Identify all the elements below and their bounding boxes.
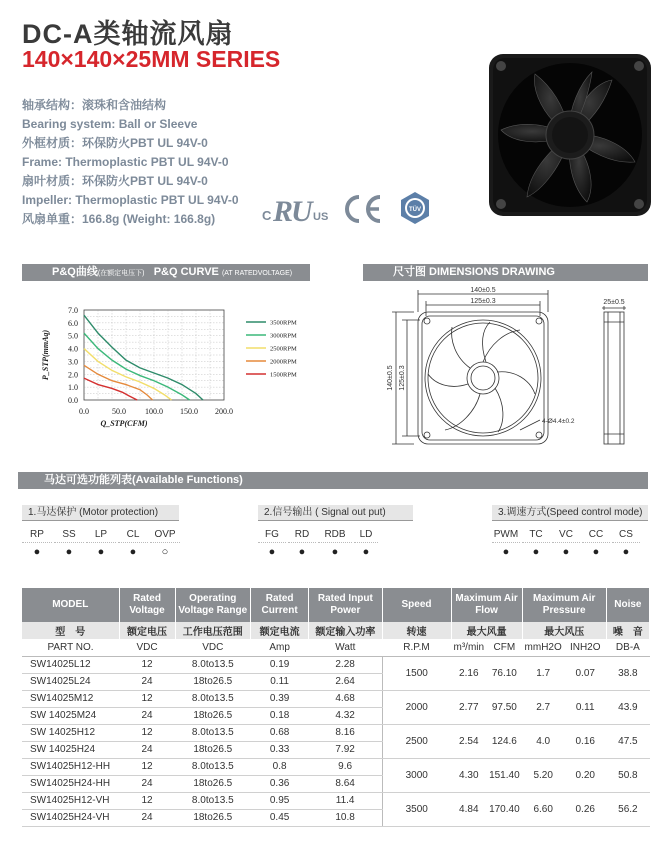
func-fg-mark: ● <box>268 546 276 558</box>
noise-cell: 50.8 <box>606 758 649 792</box>
table-row <box>22 656 650 673</box>
func-rdb-mark: ● <box>331 546 339 558</box>
current-cell: 0.95 <box>251 792 309 809</box>
header-cn-airflow: 最大风量 <box>451 622 522 639</box>
current-cell: 0.18 <box>251 707 309 724</box>
range-cell: 18to26.5 <box>175 741 250 758</box>
func-tc-mark: ● <box>532 546 540 558</box>
spec-impeller-en: Impeller: Thermoplastic PBT UL 94V-0 <box>22 193 239 207</box>
range-cell: 18to26.5 <box>175 707 250 724</box>
speed-control-group <box>492 505 648 561</box>
pressure-in-cell: 0.07 <box>564 656 606 690</box>
func-lp-label: LP <box>86 527 116 543</box>
model-cell: SW14025M12 <box>22 690 119 707</box>
spec-frame-cn: 外框材质：环保防火PBT UL 94V-0 <box>22 136 208 150</box>
x-tick-label: 50.0 <box>112 407 126 416</box>
y-tick-label: 2.0 <box>68 370 78 380</box>
power-cell: 11.4 <box>309 792 382 809</box>
voltage-cell: 12 <box>119 724 175 741</box>
ul-c-text: C <box>262 208 272 223</box>
pq-title-en-small: (AT RATEDVOLTAGE) <box>221 270 293 277</box>
ce-cert-icon <box>342 192 384 226</box>
pq-title-cn: P&Q曲线 <box>52 266 98 278</box>
dimensions-drawing <box>380 282 650 452</box>
voltage-cell: 12 <box>119 792 175 809</box>
unit-m3min: m³/min <box>451 639 487 656</box>
airflow-m3-cell: 4.30 <box>451 758 487 792</box>
airflow-m3-cell: 2.16 <box>451 656 487 690</box>
airflow-cfm-cell: 76.10 <box>487 656 523 690</box>
pressure-in-cell: 0.11 <box>564 690 606 724</box>
unit-watt: Watt <box>309 639 382 656</box>
page-title-cn: DC-A类轴流风扇 <box>22 19 234 49</box>
power-cell: 8.16 <box>309 724 382 741</box>
func-cs-mark: ● <box>622 546 630 558</box>
voltage-cell: 12 <box>119 690 175 707</box>
spec-frame-en: Frame: Thermoplastic PBT UL 94V-0 <box>22 155 229 169</box>
signal-output-title: 2.信号输出 ( Signal out put) <box>258 505 413 521</box>
dim-outer-width: 140±0.5 <box>470 287 496 294</box>
pressure-in-cell: 0.16 <box>564 724 606 758</box>
func-ss-label: SS <box>54 527 84 543</box>
dim-hole-spacing-height: 125±0.3 <box>399 365 406 391</box>
tuv-cert-icon <box>398 191 432 225</box>
functions-section-title: 马达可选功能列表(Available Functions) <box>18 472 648 489</box>
unit-inh2o: INH2O <box>564 639 606 656</box>
legend-label: 1500RPM <box>270 371 297 379</box>
model-cell: SW 14025H12 <box>22 724 119 741</box>
airflow-cfm-cell: 97.50 <box>487 690 523 724</box>
y-tick-label: 1.0 <box>68 383 78 393</box>
pq-section-divider <box>22 280 310 281</box>
func-rp-mark: ● <box>33 546 41 558</box>
power-cell: 8.64 <box>309 775 382 792</box>
header-rated-current: Rated Current <box>251 588 309 622</box>
power-cell: 9.6 <box>309 758 382 775</box>
model-cell: SW14025H12-HH <box>22 758 119 775</box>
header-cn-voltage: 额定电压 <box>119 622 175 639</box>
svg-text:U: U <box>291 195 313 226</box>
pq-curve-chart <box>22 288 322 438</box>
airflow-cfm-cell: 124.6 <box>487 724 523 758</box>
func-ld-label: LD <box>354 527 378 543</box>
header-cn-current: 额定电流 <box>251 622 309 639</box>
header-cn-model: 型 号 <box>22 622 119 639</box>
y-axis-label: P_STP(mmAq) <box>41 329 50 381</box>
pressure-in-cell: 0.20 <box>564 758 606 792</box>
pressure-mm-cell: 4.0 <box>522 724 564 758</box>
x-axis-label: Q_STP(CFM) <box>100 419 148 428</box>
model-cell: SW 14025M24 <box>22 707 119 724</box>
func-rd-mark: ● <box>298 546 306 558</box>
noise-cell: 38.8 <box>606 656 649 690</box>
spec-bearing-en: Bearing system: Ball or Sleeve <box>22 117 198 131</box>
range-cell: 18to26.5 <box>175 775 250 792</box>
model-cell: SW14025L24 <box>22 673 119 690</box>
x-tick-label: 150.0 <box>180 407 198 416</box>
pressure-mm-cell: 1.7 <box>522 656 564 690</box>
voltage-cell: 12 <box>119 656 175 673</box>
func-pwm-label: PWM <box>492 527 520 543</box>
func-cc-label: CC <box>582 527 610 543</box>
func-cl-label: CL <box>118 527 148 543</box>
power-cell: 7.92 <box>309 741 382 758</box>
x-tick-label: 200.0 <box>215 407 233 416</box>
table-row <box>22 758 650 775</box>
unit-amp: Amp <box>251 639 309 656</box>
y-tick-label: 5.0 <box>68 331 78 341</box>
header-model: MODEL <box>22 588 119 622</box>
power-cell: 10.8 <box>309 809 382 826</box>
noise-cell: 43.9 <box>606 690 649 724</box>
voltage-cell: 24 <box>119 673 175 690</box>
svg-text:R: R <box>273 195 294 226</box>
y-tick-label: 4.0 <box>68 344 78 354</box>
table-row <box>22 792 650 809</box>
model-cell: SW 14025H24 <box>22 741 119 758</box>
motor-protection-title: 1.马达保护 (Motor protection) <box>22 505 179 521</box>
func-pwm-mark: ● <box>502 546 510 558</box>
func-rdb-label: RDB <box>318 527 352 543</box>
func-cl-mark: ● <box>129 546 137 558</box>
ul-us-text: US <box>313 211 329 223</box>
current-cell: 0.19 <box>251 656 309 673</box>
range-cell: 8.0to13.5 <box>175 690 250 707</box>
voltage-cell: 24 <box>119 775 175 792</box>
header-rated-voltage: Rated Voltage <box>119 588 175 622</box>
func-tc-label: TC <box>522 527 550 543</box>
func-ovp-label: OVP <box>150 527 180 543</box>
range-cell: 18to26.5 <box>175 673 250 690</box>
voltage-cell: 12 <box>119 758 175 775</box>
func-lp-mark: ● <box>97 546 105 558</box>
model-cell: SW14025H12-VH <box>22 792 119 809</box>
range-cell: 8.0to13.5 <box>175 724 250 741</box>
legend-label: 2000RPM <box>270 358 297 366</box>
func-rp-label: RP <box>22 527 52 543</box>
header-air-pressure: Maximum Air Pressure <box>522 588 606 622</box>
pq-curve-section-title <box>22 264 310 280</box>
range-cell: 8.0to13.5 <box>175 656 250 673</box>
airflow-m3-cell: 4.84 <box>451 792 487 826</box>
range-cell: 8.0to13.5 <box>175 758 250 775</box>
legend-label: 3500RPM <box>270 319 297 327</box>
speed-cell: 3000 <box>382 758 451 792</box>
spec-weight: 风扇单重：166.8g (Weight: 166.8g) <box>22 212 216 226</box>
speed-cell: 1500 <box>382 656 451 690</box>
func-ld-mark: ● <box>362 546 370 558</box>
header-air-flow: Maximum Air Flow <box>451 588 522 622</box>
airflow-m3-cell: 2.54 <box>451 724 487 758</box>
header-cn-speed: 转速 <box>382 622 451 639</box>
model-cell: SW14025H24-VH <box>22 809 119 826</box>
x-tick-label: 100.0 <box>145 407 163 416</box>
speed-cell: 3500 <box>382 792 451 826</box>
model-cell: SW14025L12 <box>22 656 119 673</box>
voltage-cell: 24 <box>119 809 175 826</box>
header-speed: Speed <box>382 588 451 622</box>
pq-title-en: P&Q CURVE <box>153 266 219 278</box>
header-input-power: Rated Input Power <box>309 588 382 622</box>
header-noise: Noise <box>606 588 649 622</box>
dimensions-section-title: 尺寸图 DIMENSIONS DRAWING <box>363 264 648 280</box>
airflow-cfm-cell: 170.40 <box>487 792 523 826</box>
func-ovp-mark: ○ <box>161 546 169 558</box>
legend-label: 3000RPM <box>270 332 297 340</box>
unit-mmh2o: mmH2O <box>522 639 564 656</box>
pressure-in-cell: 0.26 <box>564 792 606 826</box>
unit-dba: DB-A <box>606 639 649 656</box>
voltage-cell: 24 <box>119 707 175 724</box>
current-cell: 0.45 <box>251 809 309 826</box>
y-tick-label: 3.0 <box>68 357 78 367</box>
signal-output-group <box>258 505 413 561</box>
func-cs-label: CS <box>612 527 640 543</box>
dim-hole-spacing-width: 125±0.3 <box>470 298 496 305</box>
pressure-mm-cell: 5.20 <box>522 758 564 792</box>
func-rd-label: RD <box>288 527 316 543</box>
ul-cert-icon <box>262 194 332 226</box>
unit-cfm: CFM <box>487 639 523 656</box>
current-cell: 0.33 <box>251 741 309 758</box>
voltage-cell: 24 <box>119 741 175 758</box>
current-cell: 0.36 <box>251 775 309 792</box>
spec-impeller-cn: 扇叶材质：环保防火PBT UL 94V-0 <box>22 174 208 188</box>
airflow-cfm-cell: 151.40 <box>487 758 523 792</box>
pq-title-cn-small: (在额定电压下) <box>97 270 145 277</box>
unit-vdc-range: VDC <box>175 639 250 656</box>
header-operating-range: Operating Voltage Range <box>175 588 250 622</box>
pressure-mm-cell: 6.60 <box>522 792 564 826</box>
tuv-text: TÜV <box>409 207 421 213</box>
func-vc-label: VC <box>552 527 580 543</box>
dim-outer-height: 140±0.5 <box>387 365 394 391</box>
power-cell: 4.68 <box>309 690 382 707</box>
current-cell: 0.68 <box>251 724 309 741</box>
table-row <box>22 690 650 707</box>
unit-rpm: R.P.M <box>382 639 451 656</box>
noise-cell: 56.2 <box>606 792 649 826</box>
current-cell: 0.11 <box>251 673 309 690</box>
legend-label: 2500RPM <box>270 345 297 353</box>
page-title-en: 140×140×25MM SERIES <box>22 46 281 72</box>
y-tick-label: 0.0 <box>68 396 78 405</box>
range-cell: 8.0to13.5 <box>175 792 250 809</box>
spec-bearing-cn: 轴承结构：滚珠和含油结构 <box>22 98 167 112</box>
speed-cell: 2000 <box>382 690 451 724</box>
power-cell: 4.32 <box>309 707 382 724</box>
dim-mounting-hole: 4-Ø4.4±0.2 <box>542 418 575 425</box>
airflow-m3-cell: 2.77 <box>451 690 487 724</box>
pressure-mm-cell: 2.7 <box>522 690 564 724</box>
power-cell: 2.28 <box>309 656 382 673</box>
header-cn-power: 额定输入功率 <box>309 622 382 639</box>
func-vc-mark: ● <box>562 546 570 558</box>
current-cell: 0.8 <box>251 758 309 775</box>
table-row <box>22 724 650 741</box>
header-cn-noise: 噪 音 <box>606 622 649 639</box>
unit-part-no: PART NO. <box>22 639 119 656</box>
dim-section-divider <box>363 280 648 281</box>
model-cell: SW14025H24-HH <box>22 775 119 792</box>
speed-control-title: 3.调速方式(Speed control mode) <box>492 505 648 521</box>
header-cn-pressure: 最大风压 <box>522 622 606 639</box>
noise-cell: 47.5 <box>606 724 649 758</box>
y-tick-label: 6.0 <box>68 318 78 328</box>
x-tick-label: 0.0 <box>79 407 89 416</box>
y-tick-label: 7.0 <box>68 306 78 315</box>
fan-product-image <box>487 52 653 218</box>
speed-cell: 2500 <box>382 724 451 758</box>
unit-vdc: VDC <box>119 639 175 656</box>
range-cell: 18to26.5 <box>175 809 250 826</box>
func-ss-mark: ● <box>65 546 73 558</box>
specification-table <box>22 588 650 827</box>
header-cn-range: 工作电压范围 <box>175 622 250 639</box>
motor-protection-group <box>22 505 182 561</box>
func-cc-mark: ● <box>592 546 600 558</box>
dim-thickness: 25±0.5 <box>603 299 625 306</box>
func-fg-label: FG <box>258 527 286 543</box>
power-cell: 2.64 <box>309 673 382 690</box>
current-cell: 0.39 <box>251 690 309 707</box>
